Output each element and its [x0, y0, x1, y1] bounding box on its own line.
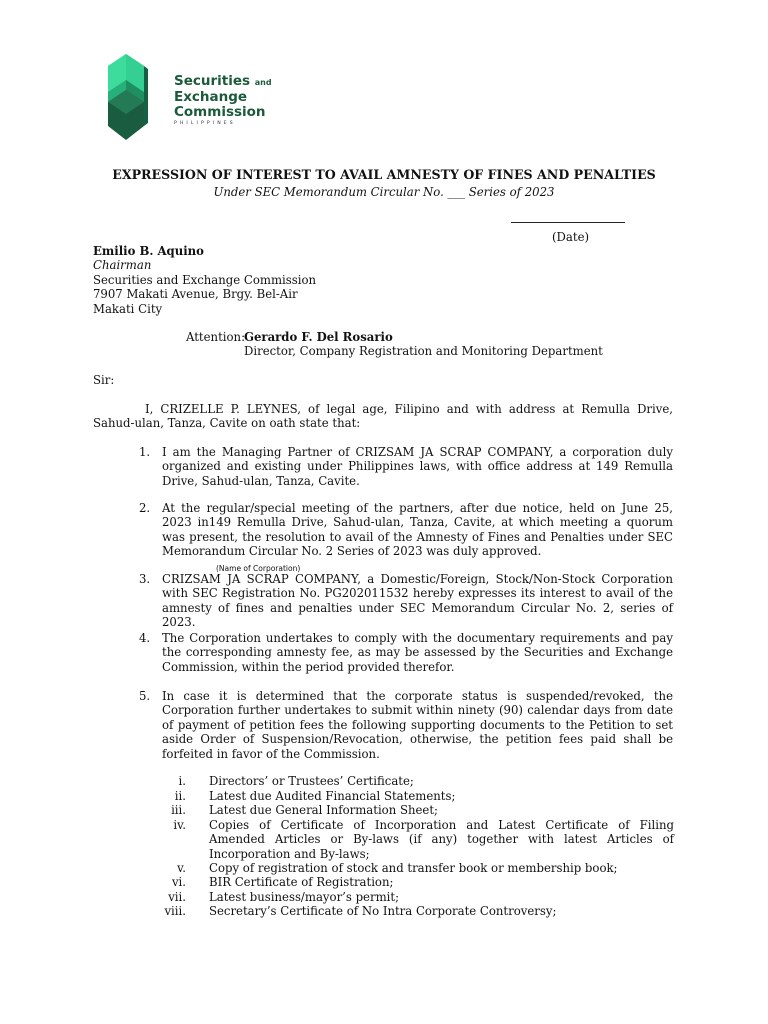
- addressee-org: Securities and Exchange Commission: [93, 273, 317, 287]
- date-label: (Date): [552, 230, 590, 244]
- logo-line2: Exchange: [174, 89, 248, 105]
- logo-line3: Commission: [174, 104, 266, 120]
- date-signature-line: [511, 222, 625, 223]
- attention-dept: Director, Company Registration and Monitoring Department: [244, 344, 603, 358]
- attention-name: Gerardo F. Del Rosario: [244, 330, 393, 344]
- item-text: In case it is determined that the corporate status is suspended/revoked, the Corporation further undertakes to submit within ninety (90) calendar days from date of payment of petition fees the following supporting documents to the Petition to set aside Order of Suspension/Revocation, otherwise, the petition fees paid shall be forfeited in favor of the Commission.: [162, 689, 673, 761]
- document-number: i.: [178, 774, 186, 788]
- intro-paragraph: I, CRIZELLE P. LEYNES, of legal age, Filipino and with address at Remulla Drive, Sahud-ulan, Tanza, Cavite on oath state that:: [93, 402, 673, 431]
- attention-label: Attention:: [186, 330, 246, 344]
- logo-and: and: [254, 78, 272, 87]
- document-item: Copies of Certificate of Incorporation and Latest Certificate of Filing Amended Articles or By-laws (if any) together with latest Articles of Incorporation and By-laws;: [209, 818, 674, 861]
- item-number: 3.: [139, 572, 151, 586]
- item-text: At the regular/special meeting of the partners, after due notice, held on June 25, 2023 in149 Remulla Drive, Sahud-ulan, Tanza, Cavite, at which meeting a quorum was present, the resolution to avail of the Amnesty of Fines and Penalties under SEC Memorandum Circular No. 2 Series of 2023 was duly approved.: [162, 501, 673, 559]
- logo-wordmark: [174, 74, 272, 128]
- logo-country: PHILIPPINES: [174, 121, 236, 126]
- document-item: Latest due Audited Financial Statements;: [209, 789, 456, 803]
- document-subtitle: Under SEC Memorandum Circular No. ___ Series of 2023: [213, 185, 555, 199]
- document-item: Directors’ or Trustees’ Certificate;: [209, 774, 414, 788]
- item-number: 2.: [139, 501, 151, 515]
- item-text: I am the Managing Partner of CRIZSAM JA SCRAP COMPANY, a corporation duly organized and existing under Philippines laws, with office address at 149 Remulla Drive, Sahud-ulan, Tanza, Cavite.: [162, 445, 673, 488]
- item-number: 5.: [139, 689, 151, 703]
- document-number: vii.: [168, 890, 186, 904]
- document-number: iii.: [171, 803, 186, 817]
- item-text: The Corporation undertakes to comply with the documentary requirements and pay the corresponding amnesty fee, as may be assessed by the Securities and Exchange Commission, within the period provided therefor.: [162, 631, 673, 674]
- document-number: iv.: [173, 818, 186, 832]
- document-number: v.: [177, 861, 186, 875]
- item-text: CRIZSAM JA SCRAP COMPANY, a Domestic/Foreign, Stock/Non-Stock Corporation with SEC Registration No. PG202011532 hereby expresses its interest to avail of the amnesty of fines and penalties under SEC Memorandum Circular No. 2, series of 2023.: [162, 572, 673, 630]
- addressee-position: Chairman: [93, 258, 152, 272]
- salutation: Sir:: [93, 373, 115, 387]
- document-number: vi.: [171, 875, 186, 889]
- addressee-street: 7907 Makati Avenue, Brgy. Bel-Air: [93, 287, 298, 301]
- document-number: ii.: [174, 789, 186, 803]
- document-title: EXPRESSION OF INTEREST TO AVAIL AMNESTY OF FINES AND PENALTIES: [112, 167, 656, 182]
- logo-line1: Securities: [174, 73, 251, 89]
- item-number: 4.: [139, 631, 151, 645]
- name-of-corporation-note: (Name of Corporation): [216, 564, 301, 573]
- document-item: BIR Certificate of Registration;: [209, 875, 394, 889]
- addressee-name: Emilio B. Aquino: [93, 244, 204, 258]
- document-number: viii.: [164, 904, 186, 918]
- document-item: Latest due General Information Sheet;: [209, 803, 438, 817]
- document-item: Copy of registration of stock and transfer book or membership book;: [209, 861, 618, 875]
- document-item: Latest business/mayor’s permit;: [209, 890, 400, 904]
- sec-emblem-icon: [92, 44, 172, 144]
- addressee-city: Makati City: [93, 302, 163, 316]
- sec-logo: [92, 44, 278, 150]
- item-number: 1.: [139, 445, 151, 459]
- document-item: Secretary’s Certificate of No Intra Corporate Controversy;: [209, 904, 557, 918]
